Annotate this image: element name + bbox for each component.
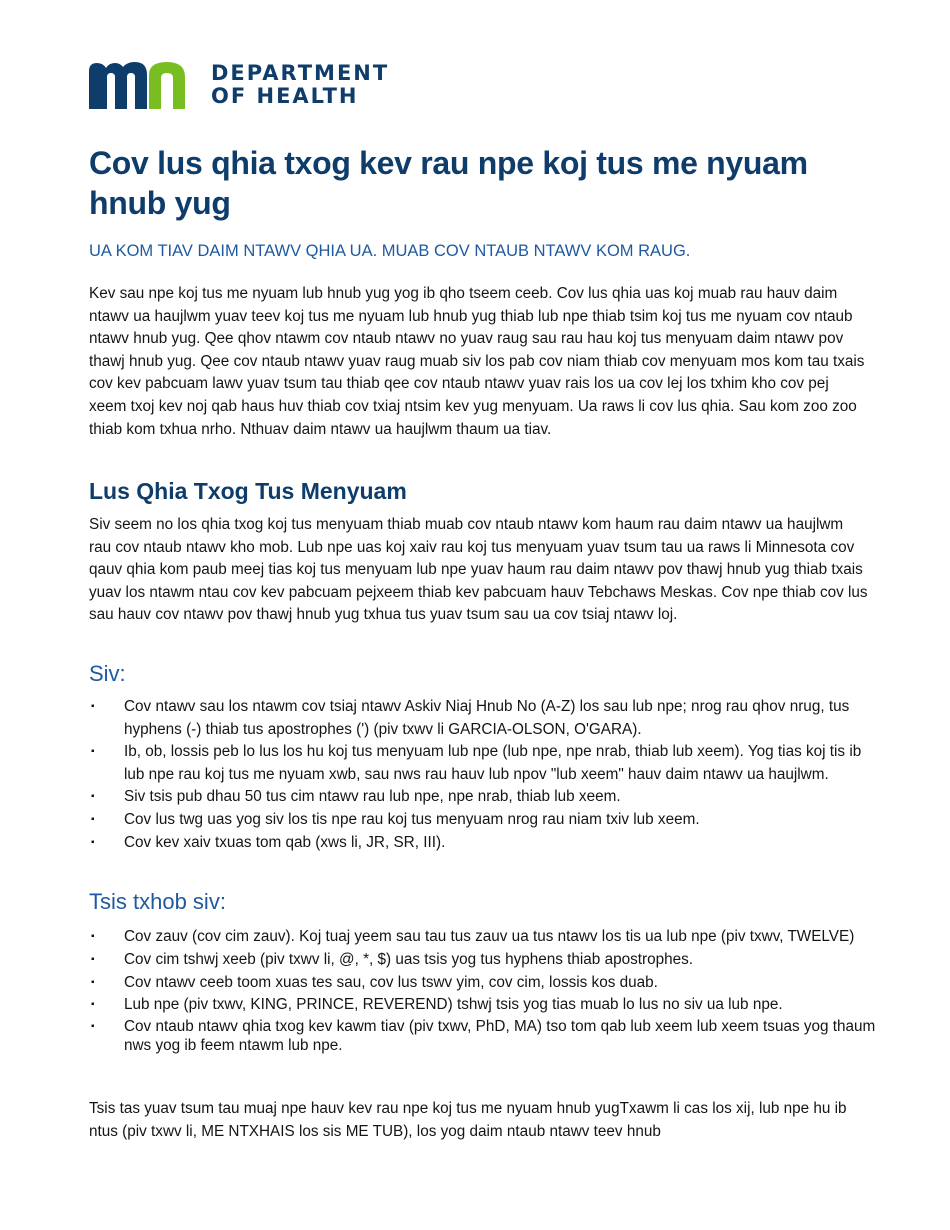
list-item-text: Cov cim tshwj xeeb (piv txwv li, @, *, $) uas tsis yog tus hyphens thiab apostrophes. <box>124 951 694 968</box>
list-item <box>89 1017 879 1055</box>
bullet-icon: ▪ <box>91 813 95 825</box>
bullet-icon: ▪ <box>91 701 95 712</box>
list-item-text: Lub npe (piv txwv, KING, PRINCE, REVEREND) tshwj tsis yog tias muab lo lus no siv ua lub npe. <box>124 996 783 1014</box>
mdh-logo <box>89 60 389 110</box>
list-item-text: Cov zauv (cov cim zauv). Koj tuaj yeem sau tau tus zauv ua tus ntawv los tis ua lub npe (piv txwv, TWELVE) <box>124 928 855 945</box>
section-heading-child-info: Lus Qhia Txog Tus Menyuam <box>89 478 407 504</box>
use-list <box>89 696 879 854</box>
page-subtitle: UA KOM TIAV DAIM NTAWV QHIA UA. MUAB COV NTAUB NTAWV KOM RAUG. <box>89 242 691 260</box>
bullet-icon: ▪ <box>91 954 95 965</box>
mn-logo-icon <box>89 61 195 109</box>
list-item <box>89 994 879 1017</box>
child-info-paragraph: Siv seem no los qhia txog koj tus menyuam thiab muab cov ntaub ntawv kom haum rau daim ntawv ua haujlwm rau cov ntaub ntawv kho mob. Lub npe uas koj xaiv rau koj tus menyuam yuav tsum tau ua raws li Minnesota cov qauv qhia kom paub meej tias koj tus menyuam lub npe yuav haum rau daim ntawv pov thawj hnub yug thiab txais yuav los ntawm ntau cov kev pabcuam pejxeem thiab kev pabcuam hauv Tebchaws Meskas. Cov npe thiab cov lus sau hauv cov ntawv pov thawj hnub yug txhua tus yuav tsum sau ua cov tsiaj ntawv loj. <box>89 516 868 624</box>
list-item <box>89 786 879 809</box>
logo-text-of-health: OF HEALTH <box>211 84 359 108</box>
list-item <box>89 927 879 946</box>
intro-paragraph: Kev sau npe koj tus me nyuam lub hnub yug yog ib qho tseem ceeb. Cov lus qhia uas koj muab rau hauv daim ntawv ua haujlwm yuav teev koj tus me nyuam lub hnub yug thiab lub npe thiab tsim koj tus me nyuam cov ntaub ntawv hnub yug. Qee qhov ntawm cov ntaub ntawv no yuav raug sau rau hau koj tus menyuam daim ntawv pov thawj hnub yug. Qee cov ntaub ntawv yuav raug muab siv los pab cov niam thiab cov menyuam mos kom tau txais cov kev pabcuam lawv yuav tsum tau thiab qee cov ntaub ntawv yuav rais los ua cov lej los txhim kho cov pej xeem txoj kev noj qab haus huv thiab cov txiaj ntsim kev yug menyuam. Ua raws li cov lus qhia. Sau kom zoo zoo thiab kom txhua nrho. Nthuav daim ntawv ua haujlwm thaum ua tiav. <box>89 285 865 438</box>
list-item-text: Ib, ob, lossis peb lo lus los hu koj tus menyuam lub npe (lub npe, npe nrab, thiab lub xeem). Yog tias koj tis ib lub npe rau koj tus me nyuam xwb, sau nws rau hauv lub npov "lub xeem" hauv daim ntawv ua haujlwm. <box>124 743 862 783</box>
list-item <box>89 832 879 855</box>
list-item <box>89 809 879 832</box>
logo-text-department: DEPARTMENT <box>211 61 390 85</box>
bullet-icon: ▪ <box>91 976 95 988</box>
page-title: Cov lus qhia txog kev rau npe koj tus me nyuam hnub yug <box>89 145 808 221</box>
do-not-use-list <box>89 927 879 1058</box>
list-item <box>89 972 879 995</box>
list-item <box>89 949 879 972</box>
list-item-text: Cov kev xaiv txuas tom qab (xws li, JR, SR, III). <box>124 833 446 851</box>
bullet-icon: ▪ <box>91 1020 95 1032</box>
bullet-icon: ▪ <box>91 931 95 942</box>
list-item-text: Cov ntawv sau los ntawm cov tsiaj ntawv Askiv Niaj Hnub No (A-Z) los sau lub npe; nrog rau qhov nrug, tus hyphens (-) thiab tus apostrophes (') (piv txwv li GARCIA-OLSON, O'GARA). <box>124 698 850 738</box>
list-item-text: Cov ntaub ntawv qhia txog kev kawm tiav (piv txwv, PhD, MA) tso tom qab lub xeem lub xeem tsuas yog thaum nws yog ib feem ntawm lub npe. <box>124 1017 876 1054</box>
list-item-text: Cov ntawv ceeb toom xuas tes sau, cov lus tswv yim, cov cim, lossis kos duab. <box>124 973 658 991</box>
list-item <box>89 696 879 741</box>
bullet-icon: ▪ <box>91 999 95 1011</box>
section-heading-use: Siv: <box>89 661 126 686</box>
bullet-icon: ▪ <box>91 836 95 848</box>
bullet-icon: ▪ <box>91 746 95 758</box>
list-item <box>89 741 879 786</box>
bullet-icon: ▪ <box>91 791 95 803</box>
list-item-text: Cov lus twg uas yog siv los tis npe rau koj tus menyuam nrog rau niam txiv lub xeem. <box>124 810 700 828</box>
closing-paragraph: Tsis tas yuav tsum tau muaj npe hauv kev rau npe koj tus me nyuam hnub yugTxawm li cas los xij, lub npe hu ib ntus (piv txwv li, ME NTXHAIS los sis ME TUB), los yog daim ntaub ntawv teev hnub <box>89 1100 847 1140</box>
section-heading-do-not-use: Tsis txhob siv: <box>89 889 226 914</box>
list-item-text: Siv tsis pub dhau 50 tus cim ntawv rau lub npe, npe nrab, thiab lub xeem. <box>124 788 621 806</box>
